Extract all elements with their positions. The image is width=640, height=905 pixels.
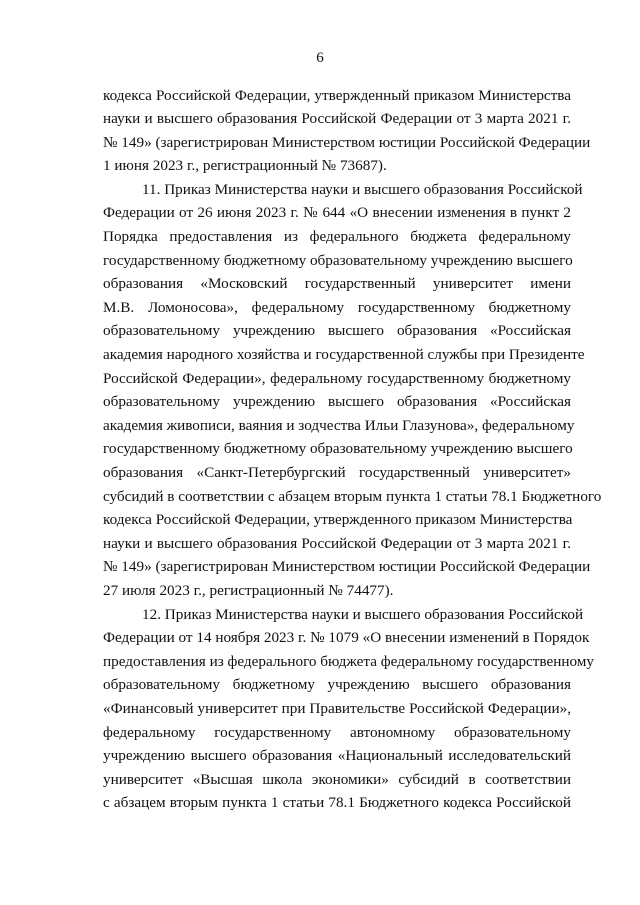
text-line: № 149» (зарегистрирован Министерством юстиции Российской Федерации xyxy=(103,134,591,151)
text-line: образовательному учреждению высшего образования «Российская xyxy=(103,322,571,339)
text-line: с абзацем вторым пункта 1 статьи 78.1 Бюджетного кодекса Российской xyxy=(103,794,571,811)
text-line: кодекса Российской Федерации, утвержденный приказом Министерства xyxy=(103,87,571,104)
text-line: Федерации от 26 июня 2023 г. № 644 «О внесении изменения в пункт 2 xyxy=(103,204,571,221)
text-line: образования «Санкт-Петербургский государственный университет» xyxy=(103,464,571,481)
text-line: «Финансовый университет при Правительстве Российской Федерации», xyxy=(103,700,571,717)
text-line: 1 июня 2023 г., регистрационный № 73687). xyxy=(103,157,387,174)
page-number: 6 xyxy=(316,50,324,66)
text-line: № 149» (зарегистрирован Министерством юстиции Российской Федерации xyxy=(103,558,591,575)
text-line: университет «Высшая школа экономики» субсидий в соответствии xyxy=(103,771,571,788)
text-line: академия живописи, ваяния и зодчества Ильи Глазунова», федеральному xyxy=(103,417,575,434)
text-line: субсидий в соответствии с абзацем вторым пункта 1 статьи 78.1 Бюджетного xyxy=(103,488,602,505)
text-line: образования «Московский государственный университет имени xyxy=(103,275,571,292)
text-line: федеральному государственному автономному образовательному xyxy=(103,724,571,741)
text-line: науки и высшего образования Российской Федерации от 3 марта 2021 г. xyxy=(103,110,571,127)
text-line: учреждению высшего образования «Национальный исследовательский xyxy=(103,747,571,764)
text-line: 27 июля 2023 г., регистрационный № 74477). xyxy=(103,582,394,599)
text-line: Федерации от 14 ноября 2023 г. № 1079 «О внесении изменений в Порядок xyxy=(103,629,590,646)
text-line: образовательному учреждению высшего образования «Российская xyxy=(103,393,571,410)
text-line: образовательному бюджетному учреждению высшего образования xyxy=(103,676,571,693)
text-line: М.В. Ломоносова», федеральному государственному бюджетному xyxy=(103,299,571,316)
text-line: науки и высшего образования Российской Федерации от 3 марта 2021 г. xyxy=(103,535,571,552)
text-line: кодекса Российской Федерации, утвержденного приказом Министерства xyxy=(103,511,573,528)
text-line: предоставления из федерального бюджета федеральному государственному xyxy=(103,653,595,670)
text-line: академия народного хозяйства и государственной службы при Президенте xyxy=(103,346,585,363)
paragraph-11-start: 11. Приказ Министерства науки и высшего образования Российской xyxy=(142,181,583,198)
text-line: государственному бюджетному образовательному учреждению высшего xyxy=(103,440,573,457)
text-line: Порядка предоставления из федерального бюджета федеральному xyxy=(103,228,571,245)
text-line: государственному бюджетному образовательному учреждению высшего xyxy=(103,252,573,269)
text-line: Российской Федерации», федеральному государственному бюджетному xyxy=(103,370,571,387)
paragraph-12-start: 12. Приказ Министерства науки и высшего образования Российской xyxy=(142,606,584,623)
